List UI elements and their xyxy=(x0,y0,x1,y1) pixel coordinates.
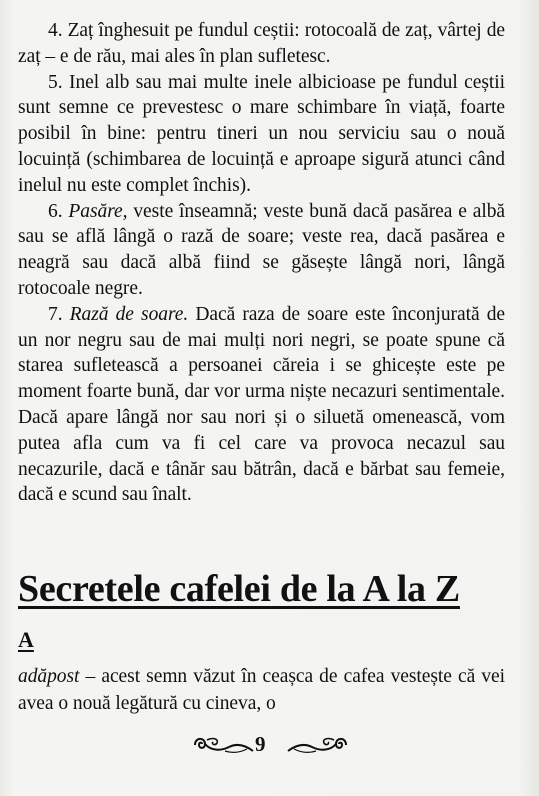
paragraph-number: 5. xyxy=(48,71,63,93)
scroll-flourish-right-icon xyxy=(286,733,350,762)
paragraph-4 xyxy=(18,18,505,70)
paragraph-number: 7. xyxy=(48,303,63,325)
paragraph-7 xyxy=(18,302,505,508)
letter-heading: A xyxy=(18,627,34,652)
paragraph-5 xyxy=(18,70,505,199)
body-text xyxy=(18,18,505,508)
paragraph-text: Zaț înghesuit pe fundul ceștii: rotocoală de zaț, vârtej de zaț – e de rău, mai ales în plan sufletesc. xyxy=(18,20,506,67)
paragraph-number: 6. xyxy=(48,200,63,222)
paragraph-text: Dacă raza de soare este înconjurată de un nor negru sau de mai mulți nori negri, se poate spune că starea sufletească a persoanei căreia i se ghicește este pe moment foarte bună, dar vor urma niște necazuri sentimentale. Dacă apare lângă nor sau nori și o siluetă omenească, vom putea afla cum va fi cel care va provoca necazul sau necazurile, dacă e tânăr sau bătrân, dacă e bărbat sau femeie, dacă e scund sau înalt. xyxy=(18,303,506,506)
section-title: Secretele cafelei de la A la Z xyxy=(18,568,460,610)
entry-term: adăpost xyxy=(18,666,80,687)
page-footer xyxy=(0,730,539,760)
paragraph-term: Rază de soare. xyxy=(69,303,189,325)
entry-text: – acest semn văzut în ceașca de cafea vestește că vei avea o nouă legătură cu cineva, o xyxy=(18,666,505,714)
scroll-flourish-left-icon xyxy=(191,733,255,762)
paragraph-text: veste înseamnă; veste bună dacă pasărea e albă sau se află lângă o rază de soare; veste rea, dacă pasărea e neagră sau dacă albă fiind se găsește lângă nori, lângă rotocoale negre. xyxy=(18,200,505,299)
paragraph-number: 4. xyxy=(48,20,63,41)
paragraph-text: Inel alb sau mai multe inele albicioase pe fundul ceștii sunt semne ce prevestesc o mare schimbare în viață, foarte posibil în bine: pentru tineri un nou serviciu sau o nouă locuință (schimbarea de locuință e aproape sigură atunci când inelul nu este complet închis). xyxy=(18,71,506,196)
paragraph-term: Pasăre, xyxy=(68,200,128,222)
page-number: 9 xyxy=(255,732,266,756)
dictionary-entry xyxy=(18,663,505,717)
paragraph-6 xyxy=(18,199,505,302)
